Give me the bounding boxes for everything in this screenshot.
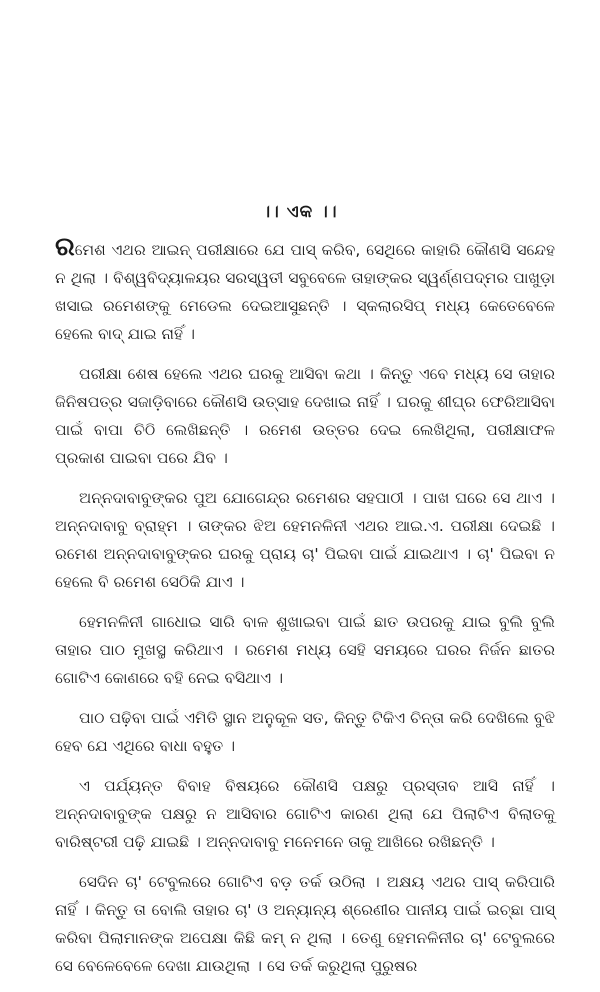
drop-cap: ର xyxy=(55,232,75,262)
paragraph xyxy=(55,232,555,348)
paragraph: ସେଦିନ ଚା' ଟେବୁଲରେ ଗୋଟିଏ ବଡ଼ ତର୍କ ଉଠିଲା । ଅକ୍ଷୟ ଏଥର ପାସ୍ କରିପାରି ନାହିଁ । କିନ୍ତୁ ତା ବୋଲି ତାହାର ଚା' ଓ ଅନ୍ୟାନ୍ୟ ଶ୍ରେଣୀର ପାନୀୟ ପାଇଁ ଇଚ୍ଛା ପାସ୍ କରିବା ପିଲାମାନଙ୍କ ଅପେକ୍ଷା କିଛି କମ୍ ନ ଥିଲା । ତେଣୁ ହେମନଳିନୀର ଚା' ଟେବୁଲରେ ସେ ବେଳେବେଳେ ଦେଖା ଯାଉଥିଲା । ସେ ତର୍କ କରୁଥିଲା ପୁରୁଷର xyxy=(55,873,555,975)
chapter-body xyxy=(55,232,555,992)
chapter-title: ।। ଏକ ।। xyxy=(262,202,338,222)
paragraph: ଏ ପର୍ଯ୍ୟନ୍ତ ବିବାହ ବିଷୟରେ କୌଣସି ପକ୍ଷରୁ ପ୍ରସ୍ତାବ ଆସି ନାହିଁ । ଅନ୍ନଦାବାବୁଙ୍କ ପକ୍ଷରୁ ନ ଆସିବାର ଗୋଟିଏ କାରଣ ଥିଲା ଯେ ପିଲାଟିଏ ବିଲାତକୁ ବାରିଷ୍ଟରୀ ପଢ଼ି ଯାଇଛି । ଅନ୍ନଦାବାବୁ ମନେମନେ ତାକୁ ଆଖିରେ ରଖିଛନ୍ତି । xyxy=(55,777,555,851)
paragraph-text: ମେଶ ଏଥର ଆଇନ୍ ପରୀକ୍ଷାରେ ଯେ ପାସ୍ କରିବ, ସେଥିରେ କାହାରି କୌଣସି ସନ୍ଦେହ ନ ଥିଲା । ବିଶ୍ୱବିଦ୍ୟାଳୟର ସରସ୍ୱତୀ ସବୁବେଳେ ତାହାଙ୍କର ସ୍ୱର୍ଣ୍ଣପଦ୍ମର ପାଖୁଡ଼ା ଖସାଇ ରମେଶଙ୍କୁ ମେଡେଲ ଦେଇଆସୁଛନ୍ତି । ସ୍କଲାରସିପ୍ ମଧ୍ୟ କେତେବେଳେ ହେଲେ ବାଦ୍ ଯାଇ ନାହିଁ । xyxy=(55,241,555,343)
paragraph: ଅନ୍ନଦାବାବୁଙ୍କର ପୁଅ ଯୋଗେନ୍ଦ୍ର ରମେଶର ସହପାଠୀ । ପାଖ ଘରେ ସେ ଥାଏ । ଅନ୍ନଦାବାବୁ ବ୍ରାହ୍ମ । ତାଙ୍କର ଝିଅ ହେମନଳିନୀ ଏଥର ଆଇ.ଏ. ପରୀକ୍ଷା ଦେଇଛି । ରମେଶ ଅନ୍ନଦାବାବୁଙ୍କର ଘରକୁ ପ୍ରାୟ ଚା' ପିଇବା ପାଇଁ ଯାଇଥାଏ । ଚା' ପିଇବା ନ ହେଲେ ବି ରମେଶ ସେଠିକି ଯାଏ । xyxy=(55,489,555,591)
paragraph: ପାଠ ପଢ଼ିବା ପାଇଁ ଏମିତି ସ୍ଥାନ ଅନୁକୂଳ ସତ, କିନ୍ତୁ ଟିକିଏ ଚିନ୍ତା କରି ଦେଖିଲେ ବୁଝି ହେବ ଯେ ଏଥିରେ ବାଧା ବହୁତ । xyxy=(55,709,555,755)
paragraph: ପରୀକ୍ଷା ଶେଷ ହେଲେ ଏଥର ଘରକୁ ଆସିବା କଥା । କିନ୍ତୁ ଏବେ ମଧ୍ୟ ସେ ତାହାର ଜିନିଷପତ୍ର ସଜାଡ଼ିବାରେ କୌଣସି ଉତ୍ସାହ ଦେଖାଇ ନାହିଁ । ଘରକୁ ଶୀଘ୍ର ଫେରିଆସିବା ପାଇଁ ବାପା ଚିଠି ଲେଖିଛନ୍ତି । ରମେଶ ଉତ୍ତର ଦେଇ ଲେଖିଥିଲା, ପରୀକ୍ଷାଫଳ ପ୍ରକାଶ ପାଇବା ପରେ ଯିବ । xyxy=(55,365,555,467)
paragraph: ହେମନଳିନୀ ଗାଧୋଇ ସାରି ବାଳ ଶୁଖାଇବା ପାଇଁ ଛାତ ଉପରକୁ ଯାଇ ବୁଲି ବୁଲି ତାହାର ପାଠ ମୁଖସ୍ଥ କରିଥାଏ । ରମେଶ ମଧ୍ୟ ସେହି ସମୟରେ ଘରର ନିର୍ଜନ ଛାତର ଗୋଟିଏ କୋଣରେ ବହି ନେଇ ବସିଥାଏ । xyxy=(55,613,555,687)
